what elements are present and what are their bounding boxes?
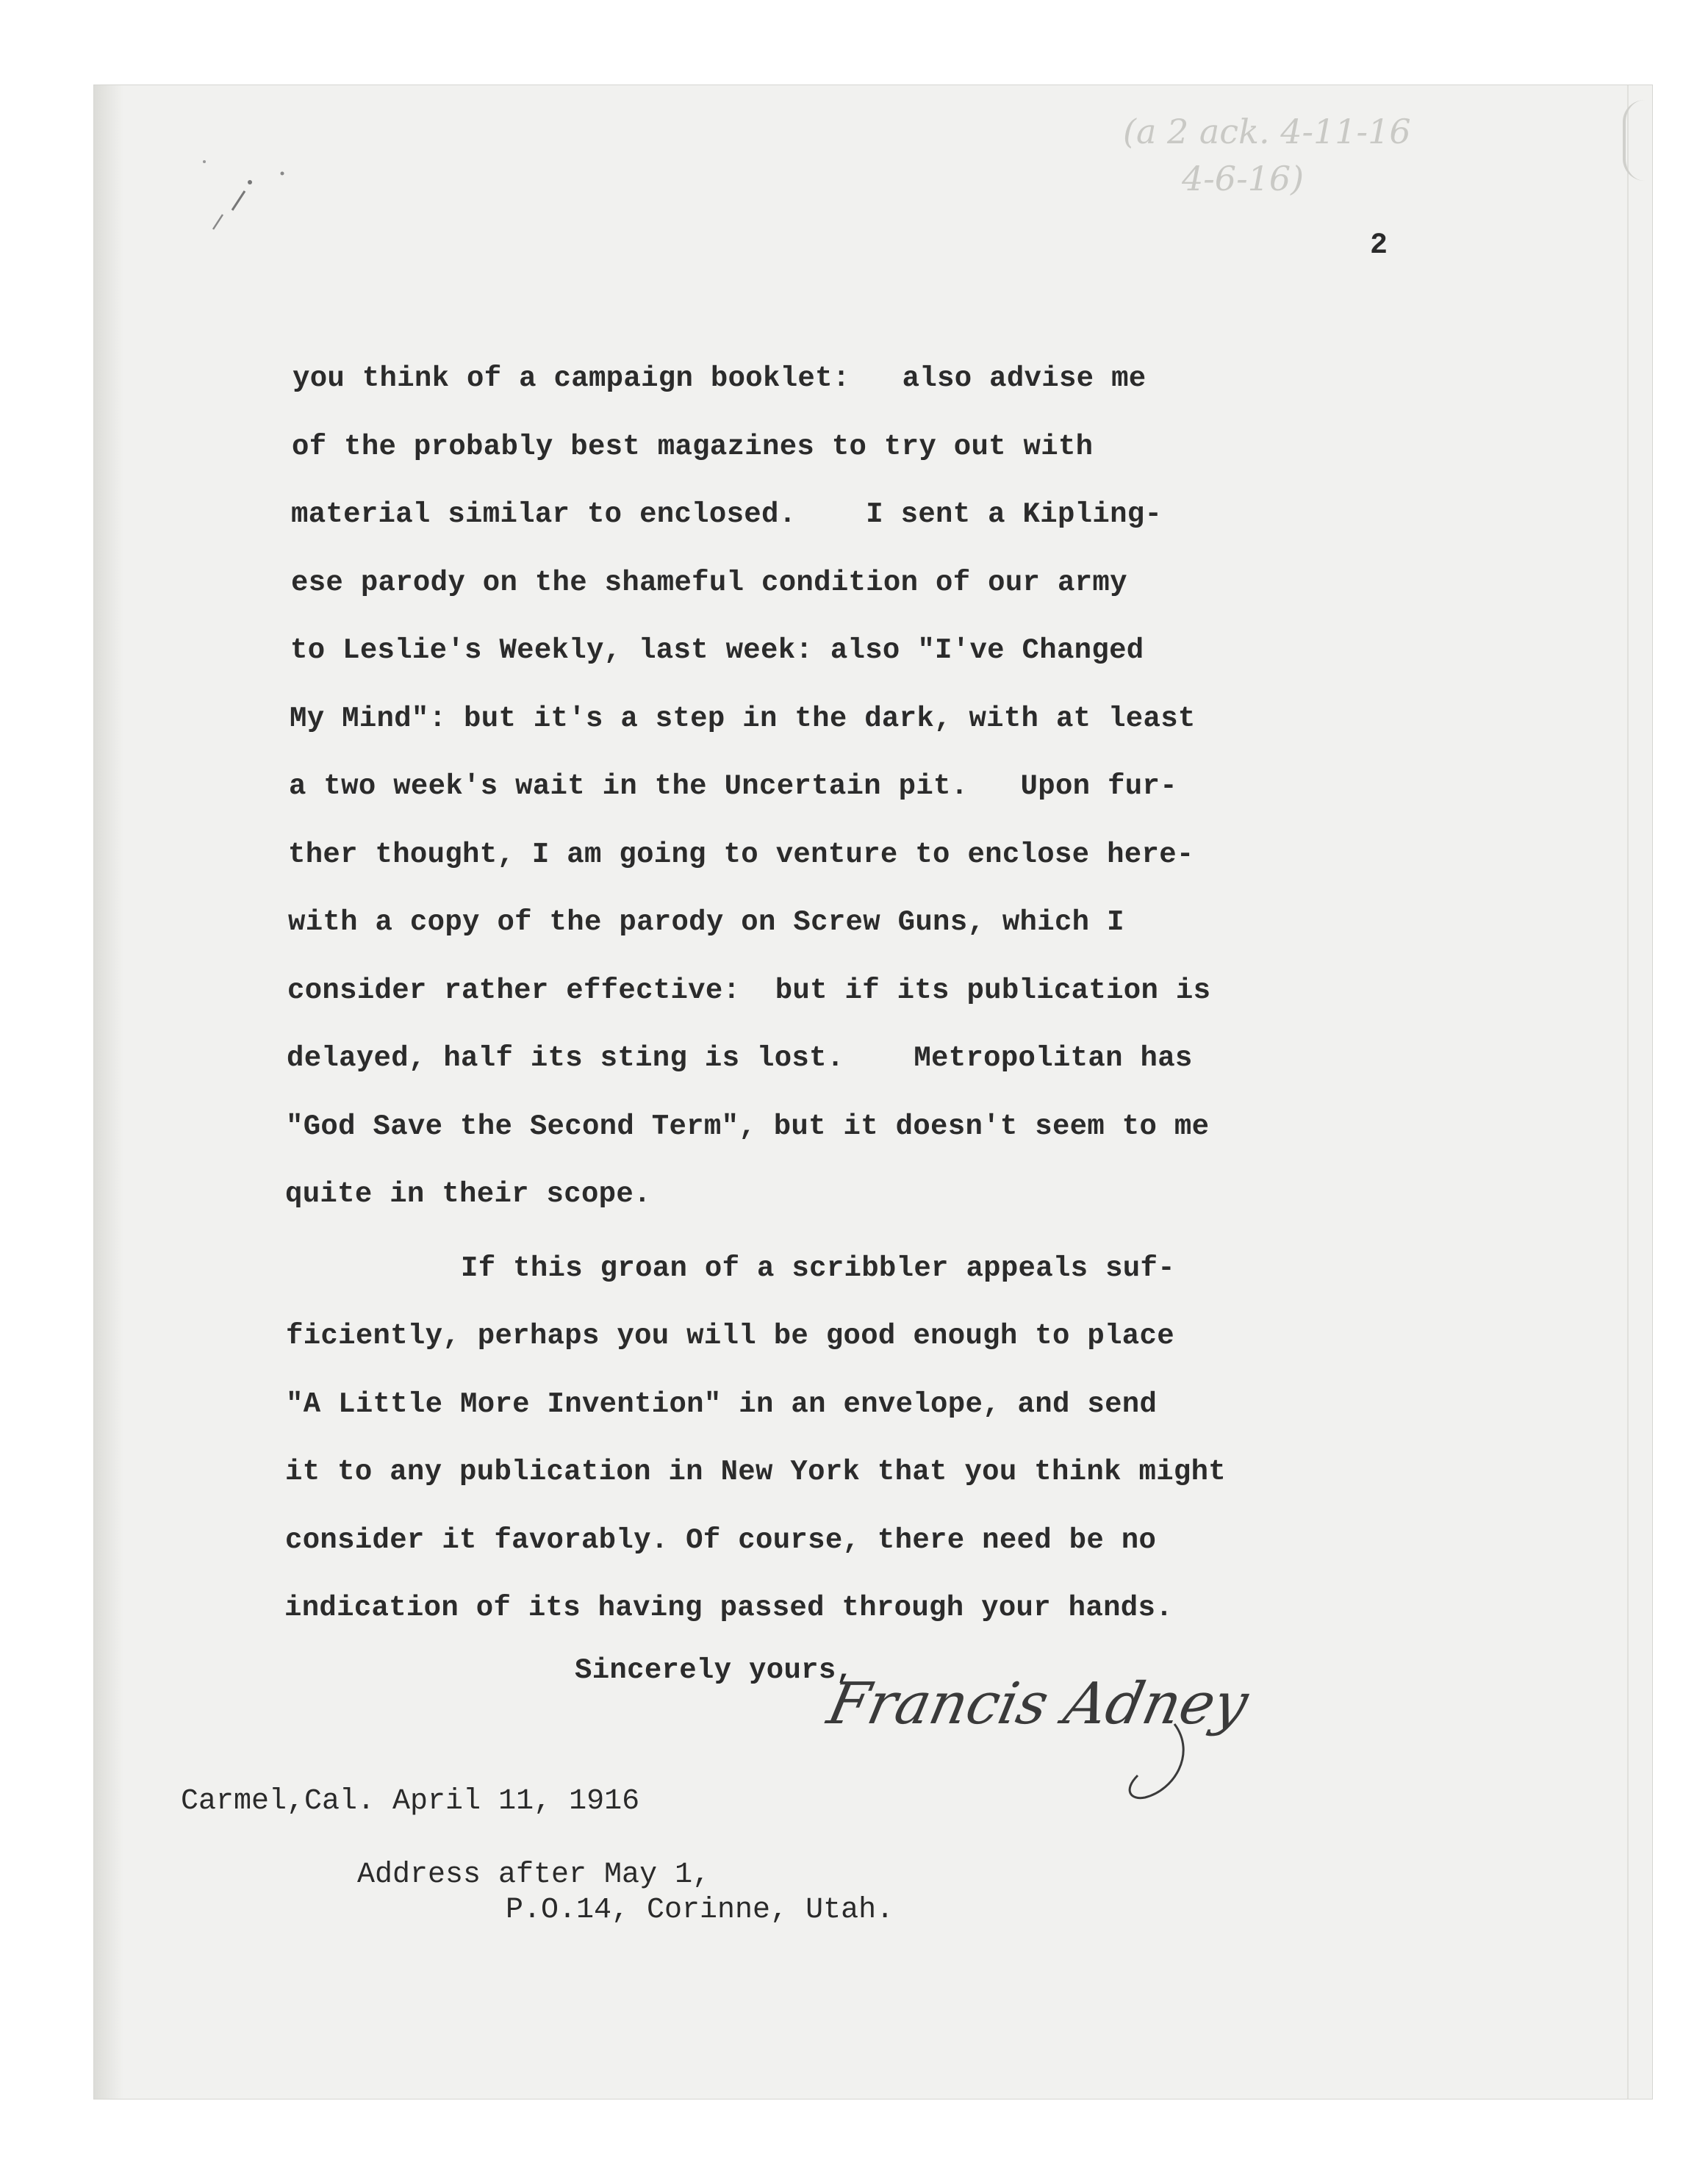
body-line: indication of its having passed through your hands. (284, 1592, 1173, 1624)
pencil-annotation-1: (a 2 ack. 4-11-16 (1123, 112, 1411, 151)
body-line: material similar to enclosed. I sent a Kipling- (291, 498, 1163, 531)
body-line: ficiently, perhaps you will be good enough to place (286, 1320, 1174, 1352)
address-label: Address after May 1, (357, 1858, 711, 1892)
body-line: of the probably best magazines to try out with (292, 431, 1094, 463)
body-line: it to any publication in New York that you think might (285, 1456, 1227, 1488)
body-line: quite in their scope. (285, 1178, 651, 1210)
signature-text: Francis Adney (822, 1671, 1254, 1737)
page-fold-line (1627, 85, 1629, 2099)
body-line: If this groan of a scribbler appeals suf- (287, 1252, 1175, 1285)
body-line: delayed, half its sting is lost. Metropolitan has (287, 1042, 1193, 1074)
body-line: ther thought, I am going to venture to enclose here- (288, 838, 1194, 871)
page-number: 2 (1369, 229, 1388, 262)
page-edge-shadow (94, 85, 123, 2099)
dateline: Carmel,Cal. April 11, 1916 (181, 1785, 640, 1818)
handwritten-signature (822, 1665, 1285, 1812)
body-line: consider it favorably. Of course, there need be no (285, 1524, 1157, 1556)
paper-sheet (94, 85, 1652, 2099)
body-line: ese parody on the shameful condition of our army (291, 567, 1127, 599)
body-line: "A Little More Invention" in an envelope, and send (286, 1388, 1158, 1420)
body-line: "God Save the Second Term", but it doesn't seem to me (286, 1110, 1210, 1143)
paper-specks (94, 85, 388, 306)
return-address: P.O.14, Corinne, Utah. (506, 1894, 894, 1927)
body-line: you think of a campaign booklet: also advise me (293, 362, 1147, 395)
body-line: with a copy of the parody on Screw Guns, which I (288, 906, 1124, 938)
pencil-bracket (1623, 100, 1652, 181)
signature-flourish (829, 1665, 1285, 1812)
body-line: to Leslie's Weekly, last week: also "I've Changed (290, 634, 1144, 667)
closing-line: Sincerely yours, (575, 1654, 854, 1687)
body-line: My Mind": but it's a step in the dark, with at least (290, 703, 1196, 735)
pencil-annotation-2: 4-6-16) (1182, 159, 1305, 198)
body-line: consider rather effective: but if its publication is (287, 974, 1211, 1007)
body-line: a two week's wait in the Uncertain pit. Upon fur- (289, 770, 1177, 802)
